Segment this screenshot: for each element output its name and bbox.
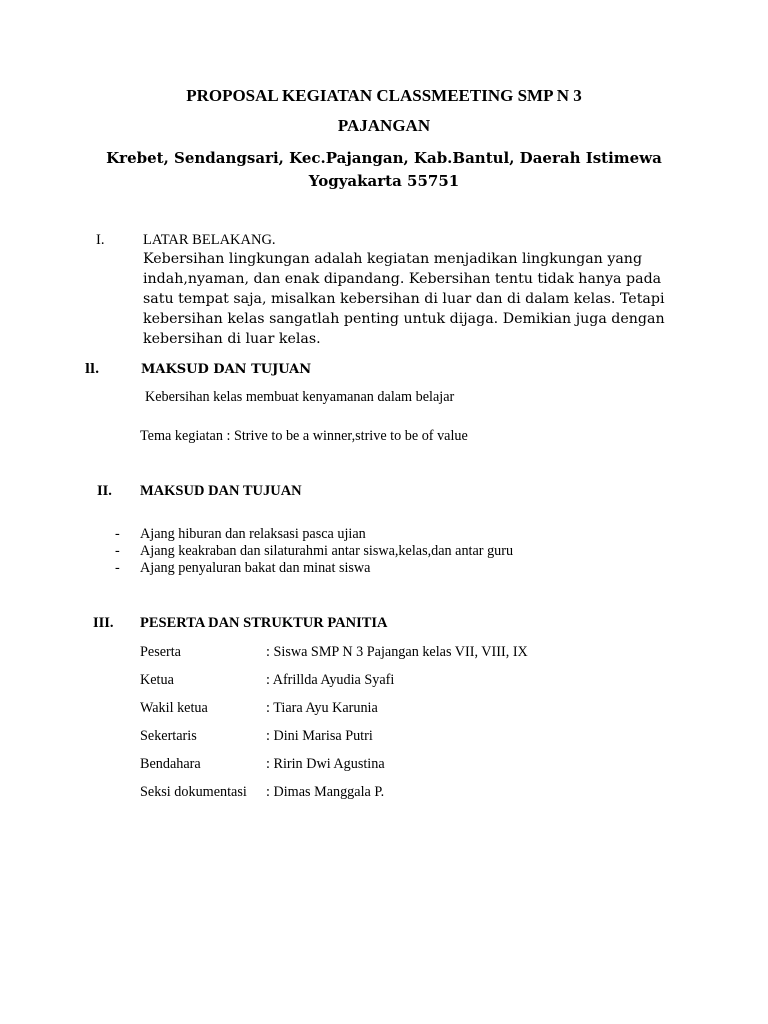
section-2-text: Kebersihan kelas membuat kenyamanan dalam belajar bbox=[145, 389, 455, 405]
section-4-title: PESERTA DAN STRUKTUR PANITIA bbox=[140, 615, 388, 631]
list-item-text: Ajang hiburan dan relaksasi pasca ujian bbox=[140, 526, 366, 542]
committee-value: : Afrillda Ayudia Syafi bbox=[266, 672, 395, 688]
committee-value: : Tiara Ayu Karunia bbox=[266, 700, 378, 716]
paragraph-line: satu tempat saja, misalkan kebersihan di luar dan di dalam kelas. Tetapi bbox=[143, 291, 665, 307]
objectives-list bbox=[115, 526, 675, 577]
bullet-dash: - bbox=[115, 526, 120, 542]
section-2-title: MAKSUD DAN TUJUAN bbox=[141, 362, 312, 377]
section-4-number: III. bbox=[93, 615, 114, 631]
section-1-paragraph bbox=[143, 249, 703, 349]
paragraph-line: Kebersihan lingkungan adalah kegiatan menjadikan lingkungan yang bbox=[143, 251, 643, 267]
list-item bbox=[115, 526, 675, 543]
committee-value: : Dimas Manggala P. bbox=[266, 784, 385, 800]
section-1-number: I. bbox=[96, 232, 105, 248]
bullet-dash: - bbox=[115, 560, 120, 576]
committee-role: Bendahara bbox=[140, 756, 201, 772]
committee-role: Sekertaris bbox=[140, 728, 197, 744]
committee-role: Peserta bbox=[140, 644, 181, 660]
committee-value: : Ririn Dwi Agustina bbox=[266, 756, 385, 772]
address-line-2: Yogyakarta 55751 bbox=[308, 172, 460, 190]
list-item-text: Ajang keakraban dan silaturahmi antar siswa,kelas,dan antar guru bbox=[140, 543, 514, 559]
paragraph-line: indah,nyaman, dan enak dipandang. Kebersihan tentu tidak hanya pada bbox=[143, 271, 662, 287]
list-item bbox=[115, 543, 675, 560]
committee-value: : Siswa SMP N 3 Pajangan kelas VII, VIII, IX bbox=[266, 644, 528, 660]
section-2-theme: Tema kegiatan : Strive to be a winner,strive to be of value bbox=[140, 428, 468, 444]
section-3-title: MAKSUD DAN TUJUAN bbox=[140, 483, 302, 499]
committee-role: Ketua bbox=[140, 672, 174, 688]
section-2-number: ll. bbox=[85, 362, 100, 377]
address-line-1: Krebet, Sendangsari, Kec.Pajangan, Kab.Bantul, Daerah Istimewa bbox=[106, 149, 662, 167]
list-item bbox=[115, 560, 675, 577]
paragraph-line: kebersihan kelas sangatlah penting untuk dijaga. Demikian juga dengan bbox=[143, 311, 665, 327]
committee-role: Wakil ketua bbox=[140, 700, 208, 716]
document-title-line-1: PROPOSAL KEGIATAN CLASSMEETING SMP N 3 bbox=[186, 86, 582, 105]
document-title-line-2: PAJANGAN bbox=[337, 116, 431, 135]
paragraph-line: kebersihan di luar kelas. bbox=[143, 331, 321, 347]
committee-role: Seksi dokumentasi bbox=[140, 784, 247, 800]
committee-value: : Dini Marisa Putri bbox=[266, 728, 373, 744]
section-1-title: LATAR BELAKANG. bbox=[143, 232, 276, 248]
section-3-number: II. bbox=[97, 483, 112, 499]
bullet-dash: - bbox=[115, 543, 120, 559]
list-item-text: Ajang penyaluran bakat dan minat siswa bbox=[140, 560, 371, 576]
